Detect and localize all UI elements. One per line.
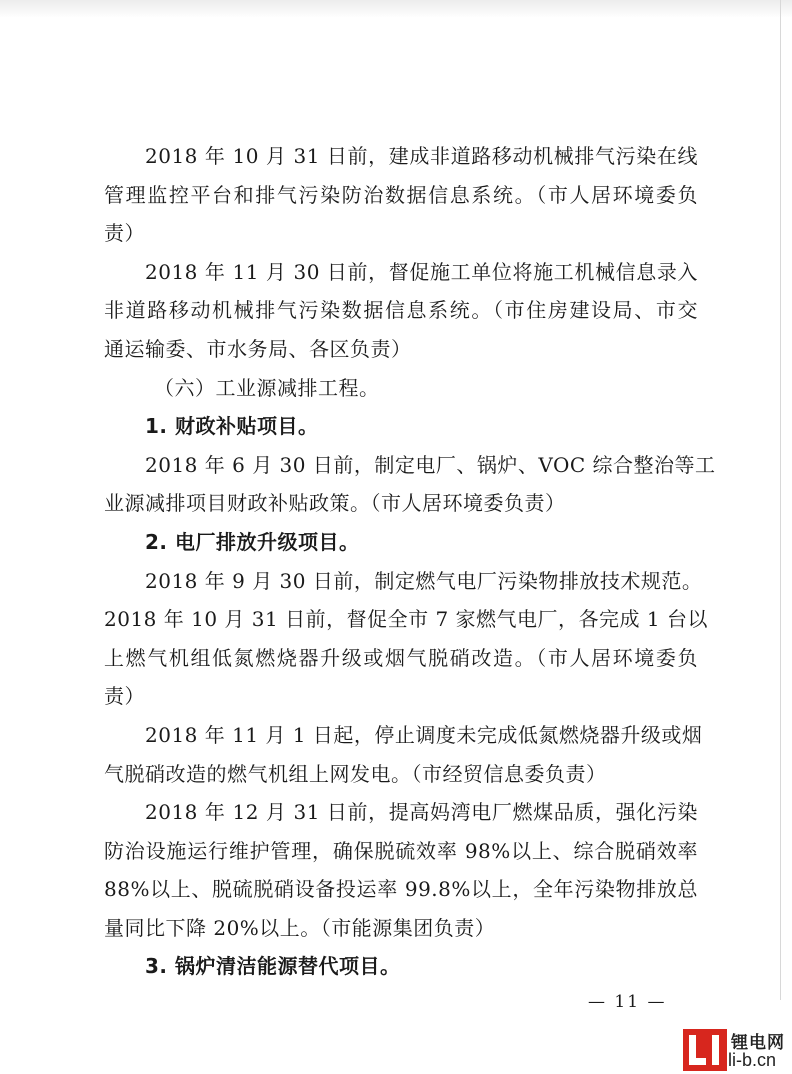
watermark-name: 锂电网	[731, 1033, 785, 1053]
paragraph-line: 业源减排项目财政补贴政策。（市人居环境委负责）	[104, 491, 566, 516]
paragraph-line: 责）	[104, 684, 145, 709]
section-heading: （六）工业源减排工程。	[154, 375, 380, 400]
paragraph-line: 非道路移动机械排气污染数据信息系统。（市住房建设局、市交	[104, 298, 698, 323]
paragraph-line: 2018 年 11 月 30 日前，督促施工单位将施工机械信息录入	[145, 259, 698, 284]
subsection-heading: 1. 财政补贴项目。	[145, 414, 319, 439]
paragraph-line: 2018 年 12 月 31 日前，提高妈湾电厂燃煤品质，强化污染	[145, 800, 698, 825]
logo-letter-i	[712, 1035, 719, 1065]
paragraph-line: 管理监控平台和排气污染防治数据信息系统。（市人居环境委负	[104, 182, 698, 207]
paragraph-line: 责）	[104, 221, 145, 246]
paragraph-line: 2018 年 10 月 31 日前，督促全市 7 家燃气电厂，各完成 1 台以	[104, 607, 708, 632]
watermark	[683, 1026, 792, 1074]
page-edge-line	[780, 0, 781, 1000]
paragraph-line: 通运输委、市水务局、各区负责）	[104, 336, 412, 361]
paragraph-line: 2018 年 6 月 30 日前，制定电厂、锅炉、VOC 综合整治等工	[145, 452, 716, 477]
page-number: — 11 —	[588, 992, 667, 1012]
paragraph-line: 气脱硝改造的燃气机组上网发电。（市经贸信息委负责）	[104, 761, 607, 786]
paragraph-line: 2018 年 10 月 31 日前，建成非道路移动机械排气污染在线	[145, 144, 698, 168]
document-body	[104, 137, 716, 986]
page-top-shadow	[0, 0, 792, 18]
paragraph-line: 2018 年 11 月 1 日起，停止调度未完成低氮燃烧器升级或烟	[145, 722, 703, 747]
subsection-heading: 3. 锅炉清洁能源替代项目。	[145, 954, 401, 979]
paragraph-line: 上燃气机组低氮燃烧器升级或烟气脱硝改造。（市人居环境委负	[104, 645, 698, 670]
paragraph-line: 防治设施运行维护管理，确保脱硫效率 98%以上、综合脱硝效率	[104, 838, 698, 863]
li-b-logo-icon	[683, 1029, 727, 1071]
subsection-heading: 2. 电厂排放升级项目。	[145, 529, 360, 554]
watermark-domain: li-b.cn	[728, 1050, 777, 1070]
paragraph-line: 量同比下降 20%以上。（市能源集团负责）	[104, 915, 496, 940]
paragraph-line: 88%以上、脱硫脱硝设备投运率 99.8%以上，全年污染物排放总	[104, 877, 698, 902]
logo-letter-l-foot	[689, 1058, 706, 1065]
paragraph-line: 2018 年 9 月 30 日前，制定燃气电厂污染物排放技术规范。	[145, 568, 703, 593]
